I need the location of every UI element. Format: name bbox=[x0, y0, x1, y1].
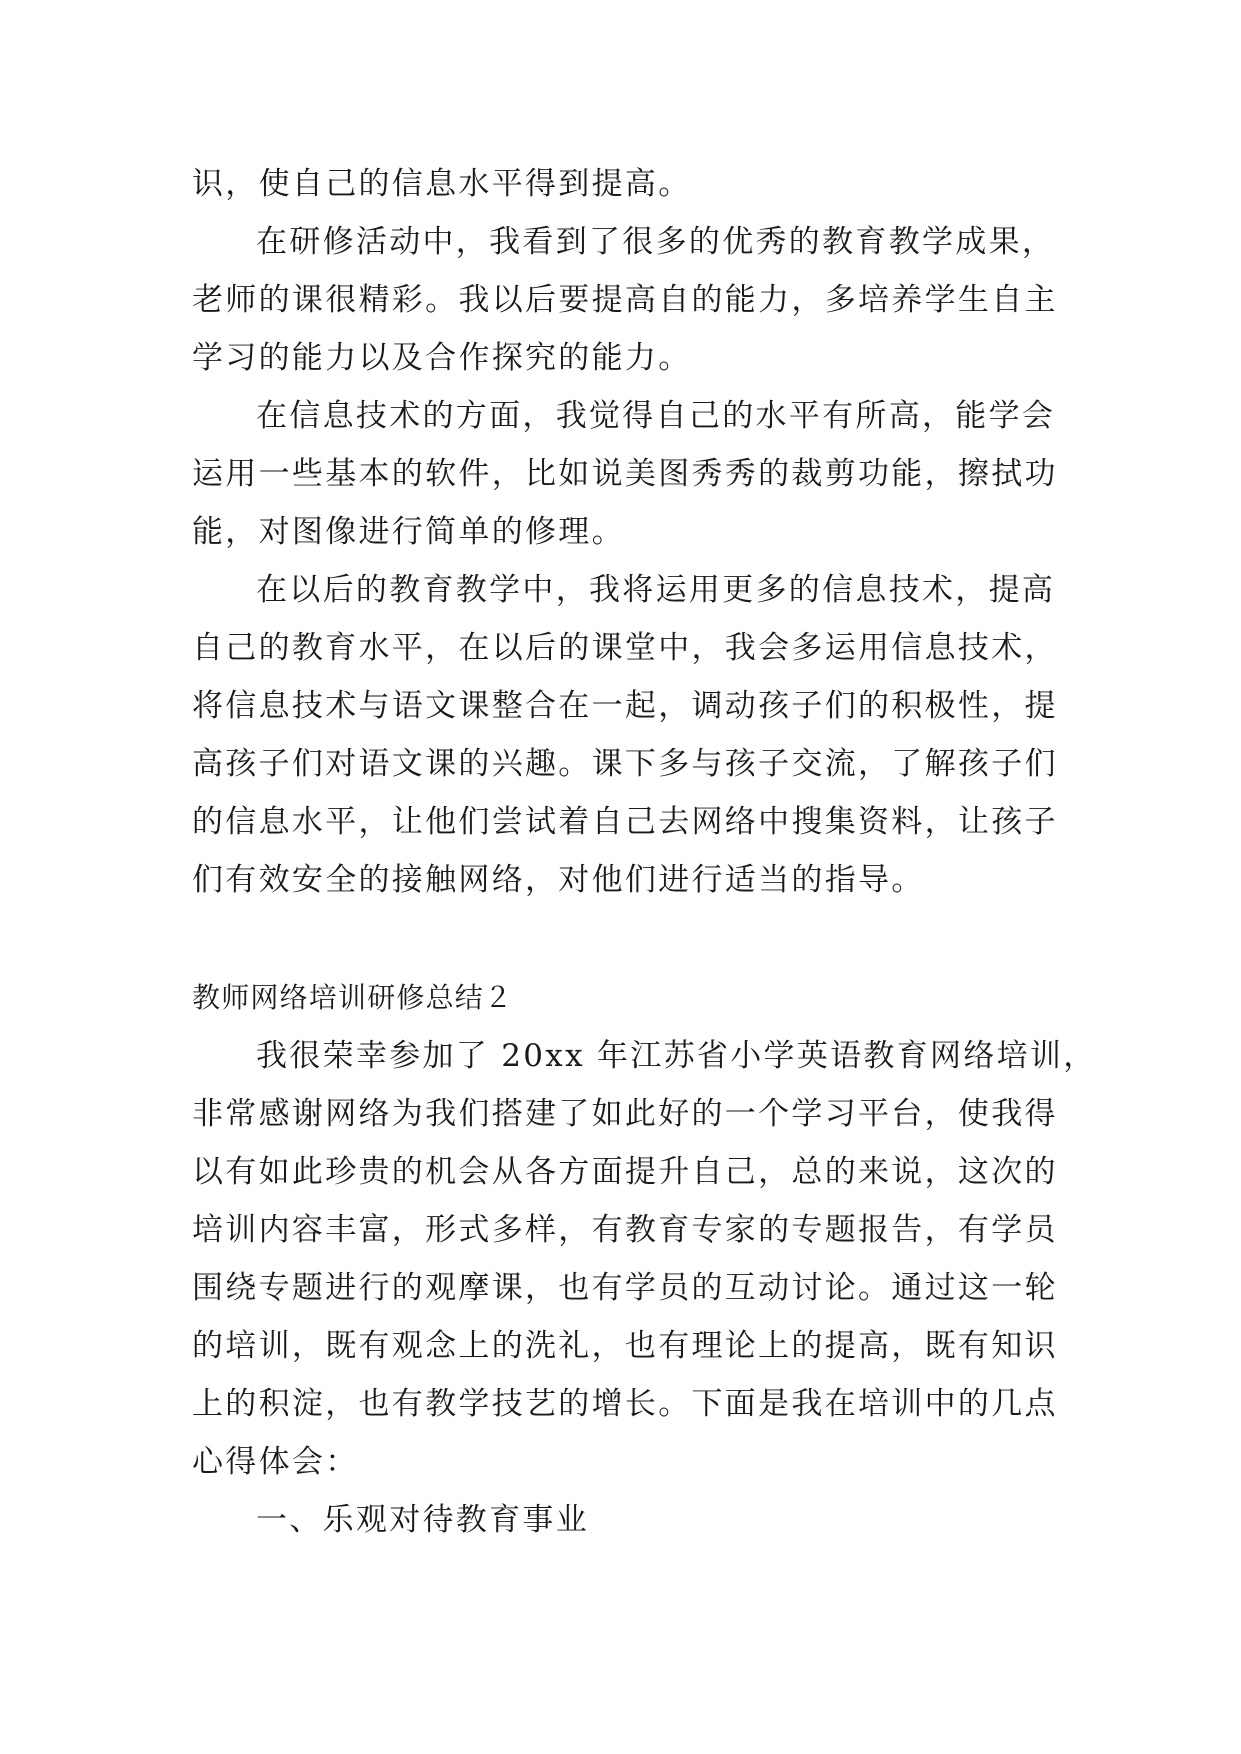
paragraph-line: 的培训，既有观念上的洗礼，也有理论上的提高，既有知识 bbox=[192, 1328, 1058, 1364]
paragraph-line: 学习的能力以及合作探究的能力。 bbox=[192, 340, 692, 376]
paragraph-line: 识，使自己的信息水平得到提高。 bbox=[192, 166, 692, 202]
subheading: 一、乐观对待教育事业 bbox=[256, 1502, 589, 1538]
paragraph-line: 围绕专题进行的观摩课，也有学员的互动讨论。通过这一轮 bbox=[192, 1270, 1058, 1306]
paragraph-line: 的信息水平，让他们尝试着自己去网络中搜集资料，让孩子 bbox=[192, 804, 1058, 840]
paragraph-line: 上的积淀，也有教学技艺的增长。下面是我在培训中的几点 bbox=[192, 1386, 1058, 1422]
paragraph-line: 自己的教育水平，在以后的课堂中，我会多运用信息技术， bbox=[192, 630, 1058, 666]
section-title: 教师网络培训研修总结２ bbox=[192, 981, 514, 1014]
paragraph-line: 能，对图像进行简单的修理。 bbox=[192, 514, 625, 550]
paragraph-line: 老师的课很精彩。我以后要提高自的能力，多培养学生自主 bbox=[192, 282, 1058, 318]
paragraph-line: 高孩子们对语文课的兴趣。课下多与孩子交流，了解孩子们 bbox=[192, 746, 1058, 782]
paragraph-line: 我很荣幸参加了 20xx 年江苏省小学英语教育网络培训， bbox=[256, 1038, 1097, 1074]
paragraph-line: 培训内容丰富，形式多样，有教育专家的专题报告，有学员 bbox=[192, 1212, 1058, 1248]
paragraph-line: 运用一些基本的软件，比如说美图秀秀的裁剪功能，擦拭功 bbox=[192, 456, 1058, 492]
paragraph-line: 心得体会： bbox=[192, 1444, 359, 1480]
paragraph-line: 们有效安全的接触网络，对他们进行适当的指导。 bbox=[192, 862, 925, 898]
paragraph-line: 以有如此珍贵的机会从各方面提升自己，总的来说，这次的 bbox=[192, 1154, 1058, 1190]
paragraph-line: 在信息技术的方面，我觉得自己的水平有所高，能学会 bbox=[256, 398, 1056, 434]
paragraph-line: 在以后的教育教学中，我将运用更多的信息技术，提高 bbox=[256, 572, 1056, 608]
paragraph-line: 非常感谢网络为我们搭建了如此好的一个学习平台，使我得 bbox=[192, 1096, 1058, 1132]
paragraph-line: 将信息技术与语文课整合在一起，调动孩子们的积极性，提 bbox=[192, 688, 1058, 724]
paragraph-line: 在研修活动中，我看到了很多的优秀的教育教学成果， bbox=[256, 224, 1056, 260]
